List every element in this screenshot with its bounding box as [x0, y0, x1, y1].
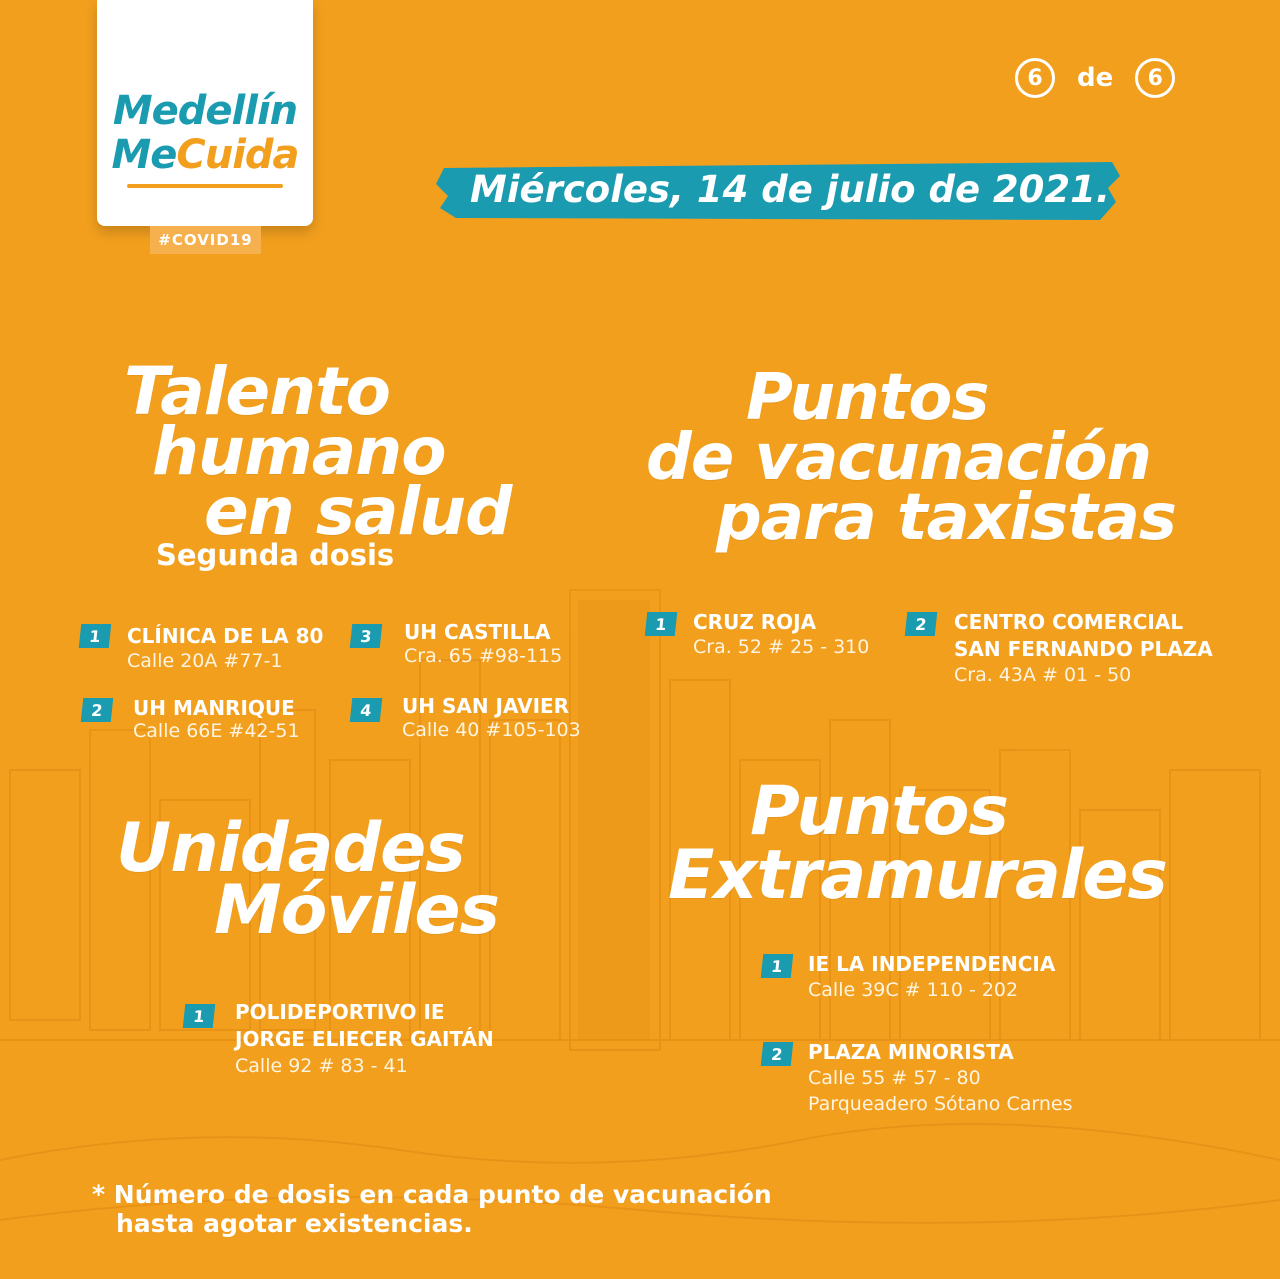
talento-title	[124, 353, 512, 550]
moviles-title	[116, 809, 499, 950]
item-name: UH CASTILLA	[404, 620, 551, 644]
taxistas-title	[646, 361, 1176, 555]
item-name-line2: SAN FERNANDO PLAZA	[954, 637, 1213, 661]
footnote-line1: * Número de dosis en cada punto de vacunación	[92, 1180, 772, 1209]
item-address: Calle 20A #77-1	[127, 650, 283, 672]
item-name-line1: CENTRO COMERCIAL	[954, 610, 1184, 634]
item-number-badge: 2	[905, 612, 938, 636]
talento-title-line3: en salud	[204, 473, 512, 550]
footnote	[92, 1180, 772, 1238]
logo-cuida: Cuida	[176, 132, 299, 178]
item-address: Cra. 52 # 25 - 310	[693, 636, 870, 658]
item-name: UH SAN JAVIER	[402, 694, 570, 718]
item-number-badge: 3	[350, 624, 383, 648]
item-address: Cra. 43A # 01 - 50	[954, 664, 1132, 686]
item-name: UH MANRIQUE	[133, 696, 295, 720]
item-number-badge: 1	[79, 624, 112, 648]
talento-subtitle: Segunda dosis	[156, 538, 395, 572]
item-name-line2: JORGE ELIECER GAITÁN	[235, 1027, 494, 1051]
item-address: Calle 92 # 83 - 41	[235, 1055, 408, 1077]
extramurales-title	[668, 772, 1167, 915]
talento-title-line2: humano	[152, 413, 446, 490]
item-number-badge: 4	[350, 698, 383, 722]
item-name: IE LA INDEPENDENCIA	[808, 952, 1056, 976]
extramurales-title-line1: Puntos	[750, 772, 1008, 851]
item-number-badge: 1	[645, 612, 678, 636]
item-address-line2: Parqueadero Sótano Carnes	[808, 1093, 1073, 1115]
total-pages: 6	[1135, 58, 1175, 98]
date-text: Miércoles, 14 de julio de 2021.	[470, 168, 1110, 211]
item-name: CLÍNICA DE LA 80	[127, 624, 324, 648]
extramurales-title-line2: Extramurales	[668, 836, 1167, 915]
item-address: Cra. 65 #98-115	[404, 645, 563, 667]
taxistas-title-line3: para taxistas	[716, 481, 1176, 555]
moviles-title-line2: Móviles	[214, 871, 499, 950]
item-address: Calle 55 # 57 - 80	[808, 1067, 981, 1089]
item-address: Calle 39C # 110 - 202	[808, 979, 1019, 1001]
taxistas-title-line1: Puntos	[746, 361, 989, 435]
talento-title-line1: Talento	[124, 353, 390, 430]
item-name-line1: POLIDEPORTIVO IE	[235, 1000, 445, 1024]
item-address: Calle 40 #105-103	[402, 719, 581, 741]
page-separator: de	[1077, 63, 1114, 93]
logo-line2	[97, 132, 313, 178]
logo-me: Me	[111, 132, 177, 178]
item-number-badge: 2	[761, 1042, 794, 1066]
hashtag-badge: #COVID19	[150, 226, 261, 254]
logo-underline	[127, 184, 283, 188]
item-name: PLAZA MINORISTA	[808, 1040, 1014, 1064]
item-number-badge: 2	[81, 698, 114, 722]
item-number-badge: 1	[183, 1004, 216, 1028]
moviles-title-line1: Unidades	[116, 809, 465, 888]
logo-card	[97, 0, 313, 226]
current-page: 6	[1015, 58, 1055, 98]
logo-line1: Medellín	[112, 88, 298, 134]
page-indicator	[1015, 58, 1175, 98]
footnote-line2: hasta agotar existencias.	[116, 1209, 473, 1238]
item-name: CRUZ ROJA	[693, 610, 817, 634]
item-number-badge: 1	[761, 954, 794, 978]
taxistas-title-line2: de vacunación	[646, 421, 1152, 495]
item-address: Calle 66E #42-51	[133, 720, 300, 742]
